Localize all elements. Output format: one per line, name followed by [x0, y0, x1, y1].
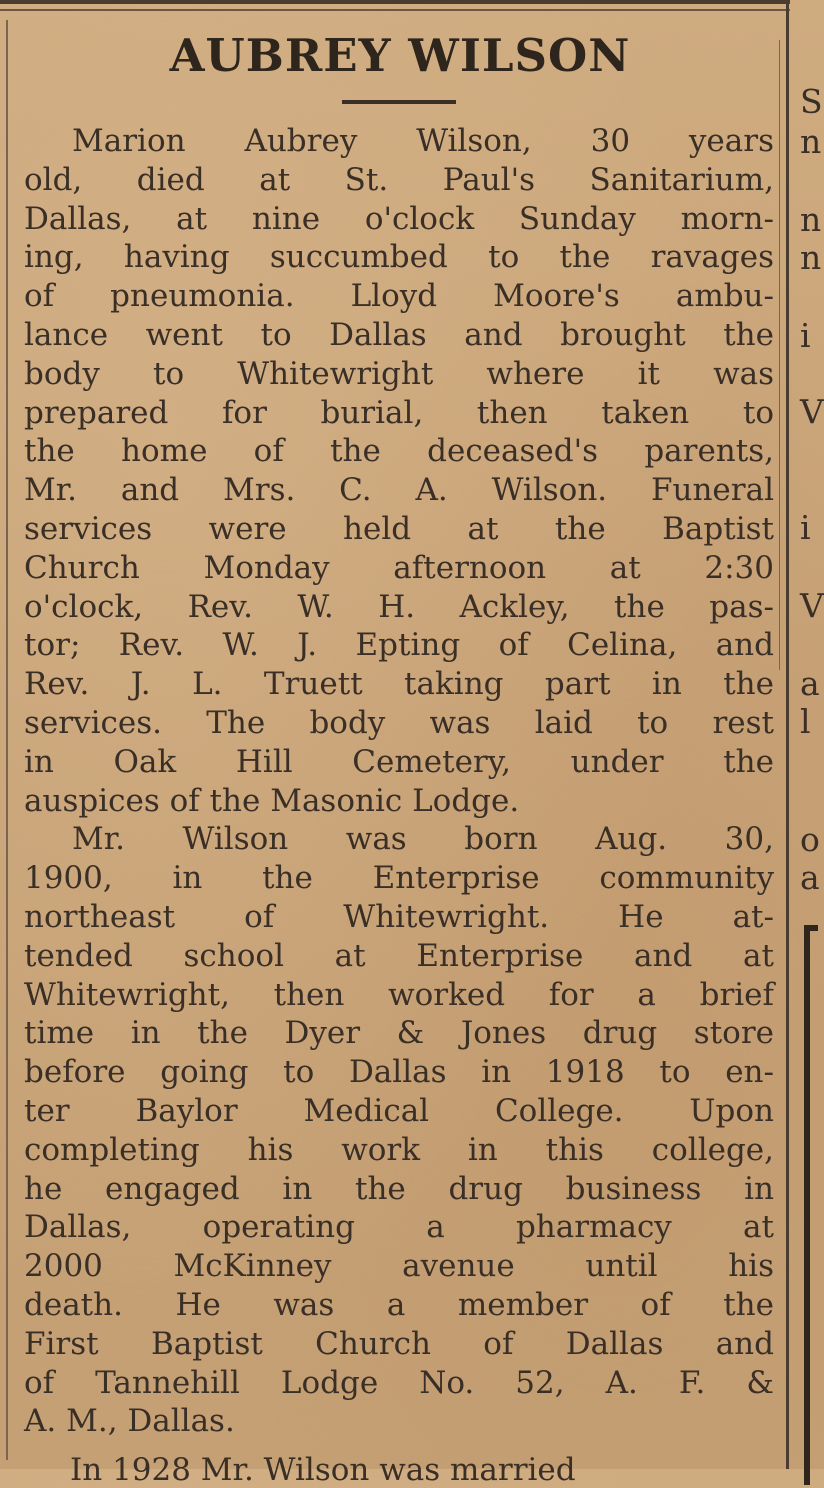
- neighbor-letter: i: [800, 316, 811, 355]
- text-line: Church Monday afternoon at 2:30: [24, 549, 774, 586]
- neighbor-letter: o: [800, 820, 820, 859]
- neighbor-letter: V: [800, 392, 824, 431]
- headline-rule: [342, 100, 456, 104]
- text-line: of pneumonia. Lloyd Moore's ambu-: [24, 278, 774, 315]
- text-line: prepared for burial, then taken to: [24, 394, 774, 431]
- top-rule: [0, 0, 790, 4]
- neighbor-letter: n: [800, 122, 822, 161]
- neighbor-letter: V: [800, 586, 824, 625]
- article-body: [24, 122, 774, 1441]
- headline: AUBREY WILSON: [169, 29, 631, 82]
- neighbor-letter: a: [800, 664, 820, 703]
- text-line: o'clock, Rev. W. H. Ackley, the pas-: [24, 588, 774, 625]
- text-line: A. M., Dallas.: [24, 1403, 235, 1440]
- text-line: the home of the deceased's parents,: [24, 433, 774, 470]
- text-line: completing his work in this college,: [24, 1131, 774, 1168]
- neighbor-letter: a: [800, 858, 820, 897]
- text-line: Mr. and Mrs. C. A. Wilson. Funeral: [24, 472, 774, 509]
- text-line: services. The body was laid to rest: [24, 704, 774, 741]
- text-line: First Baptist Church of Dallas and: [24, 1325, 774, 1362]
- text-line: tended school at Enterprise and at: [24, 937, 774, 974]
- text-line: time in the Dyer & Jones drug store: [24, 1015, 774, 1052]
- text-line: Marion Aubrey Wilson, 30 years: [72, 123, 774, 159]
- neighbor-box-border: [804, 925, 818, 1485]
- text-line: lance went to Dallas and brought the: [24, 316, 774, 353]
- text-line: services were held at the Baptist: [24, 510, 774, 547]
- left-column-rule: [6, 20, 8, 1460]
- text-line: body to Whitewright where it was: [24, 355, 774, 392]
- text-line: 1900, in the Enterprise community: [24, 860, 774, 897]
- text-line: ing, having succumbed to the ravages: [24, 239, 774, 276]
- inner-column-rule: [779, 40, 780, 670]
- text-line: tor; Rev. W. J. Epting of Celina, and: [24, 627, 774, 664]
- neighbor-letter: n: [800, 200, 822, 239]
- text-line: auspices of the Masonic Lodge.: [24, 782, 520, 819]
- text-line: Whitewright, then worked for a brief: [24, 976, 774, 1013]
- text-line: Rev. J. L. Truett taking part in the: [24, 666, 774, 703]
- neighbor-letter: n: [800, 238, 822, 277]
- neighbor-letter: i: [800, 508, 811, 547]
- text-line: before going to Dallas in 1918 to en-: [24, 1054, 774, 1091]
- text-line: in Oak Hill Cemetery, under the: [24, 743, 774, 780]
- top-rule-secondary: [0, 9, 790, 11]
- text-line: he engaged in the drug business in: [24, 1170, 774, 1207]
- neighbor-letter: S: [800, 82, 823, 121]
- text-line: death. He was a member of the: [24, 1286, 774, 1323]
- column-rule: [786, 0, 789, 1469]
- text-line: Dallas, operating a pharmacy at: [24, 1209, 774, 1246]
- text-line: of Tannehill Lodge No. 52, A. F. &: [24, 1364, 774, 1401]
- text-line: northeast of Whitewright. He at-: [24, 898, 774, 935]
- text-line: old, died at St. Paul's Sanitarium,: [24, 161, 774, 198]
- cut-off-line: In 1928 Mr. Wilson was married: [70, 1452, 576, 1488]
- neighbor-letter: l: [800, 702, 811, 741]
- neighbor-column-fragment: [796, 0, 824, 1469]
- text-line: Dallas, at nine o'clock Sunday morn-: [24, 200, 774, 237]
- text-line: 2000 McKinney avenue until his: [24, 1248, 774, 1285]
- text-line: ter Baylor Medical College. Upon: [24, 1092, 774, 1129]
- text-line: Mr. Wilson was born Aug. 30,: [72, 821, 774, 858]
